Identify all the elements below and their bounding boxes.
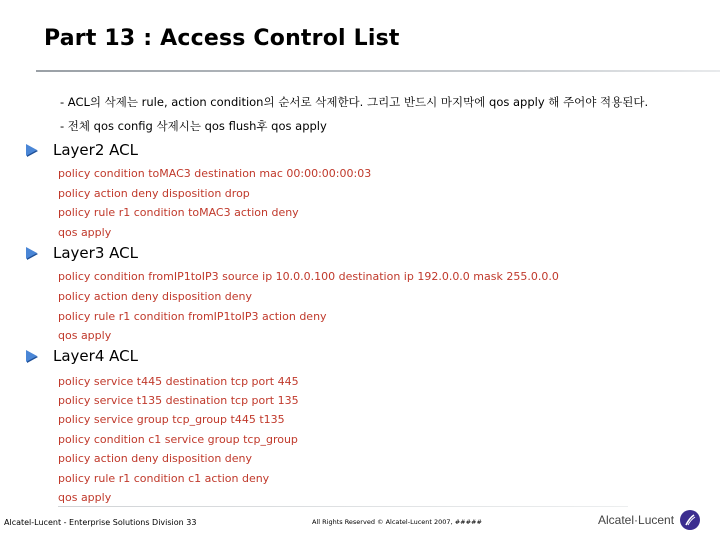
command-line: policy condition c1 service group tcp_group [58, 433, 298, 446]
section-layer4 [26, 346, 138, 366]
command-line: policy condition toMAC3 destination mac 00:00:00:00:03 [58, 167, 372, 180]
command-line: policy rule r1 condition fromIP1toIP3 action deny [58, 310, 327, 323]
logo-text: Alcatel·Lucent [598, 513, 675, 527]
command-line: policy service group tcp_group t445 t135 [58, 413, 285, 426]
command-line: policy service t445 destination tcp port 445 [58, 375, 299, 388]
section-layer2 [26, 140, 138, 160]
command-line: policy action deny disposition deny [58, 290, 253, 303]
note-line-2: - 전체 qos config 삭제시는 qos flush후 qos apply [60, 119, 327, 133]
command-line: policy service t135 destination tcp port 135 [58, 394, 299, 407]
command-line: qos apply [58, 329, 112, 342]
alcatel-lucent-logo-icon [680, 510, 700, 530]
command-line: qos apply [58, 226, 112, 239]
section-label: Layer3 ACL [53, 244, 138, 262]
command-line: policy rule r1 condition c1 action deny [58, 472, 270, 485]
footer-divider [58, 506, 628, 507]
command-line: qos apply [58, 491, 112, 504]
footer-division: Alcatel-Lucent - Enterprise Solutions Division 33 [4, 518, 197, 527]
section-label: Layer2 ACL [53, 141, 138, 159]
section-label: Layer4 ACL [53, 347, 138, 365]
command-line: policy action deny disposition deny [58, 452, 253, 465]
note-line-1: - ACL의 삭제는 rule, action condition의 순서로 삭제한다. 그리고 반드시 마지막에 qos apply 해 주어야 적용된다. [60, 95, 649, 109]
section-layer3 [26, 243, 138, 263]
page-title: Part 13 : Access Control List [44, 26, 400, 51]
triangle-bullet-icon [26, 350, 37, 362]
triangle-bullet-icon [26, 144, 37, 156]
company-logo [598, 510, 700, 530]
command-line: policy rule r1 condition toMAC3 action deny [58, 206, 299, 219]
command-line: policy action deny disposition drop [58, 187, 250, 200]
command-line: policy condition fromIP1toIP3 source ip 10.0.0.100 destination ip 192.0.0.0 mask 255.0.0.0 [58, 270, 559, 283]
triangle-bullet-icon [26, 247, 37, 259]
title-divider [36, 70, 720, 72]
footer-copyright: All Rights Reserved © Alcatel-Lucent 2007, ##### [312, 518, 482, 526]
